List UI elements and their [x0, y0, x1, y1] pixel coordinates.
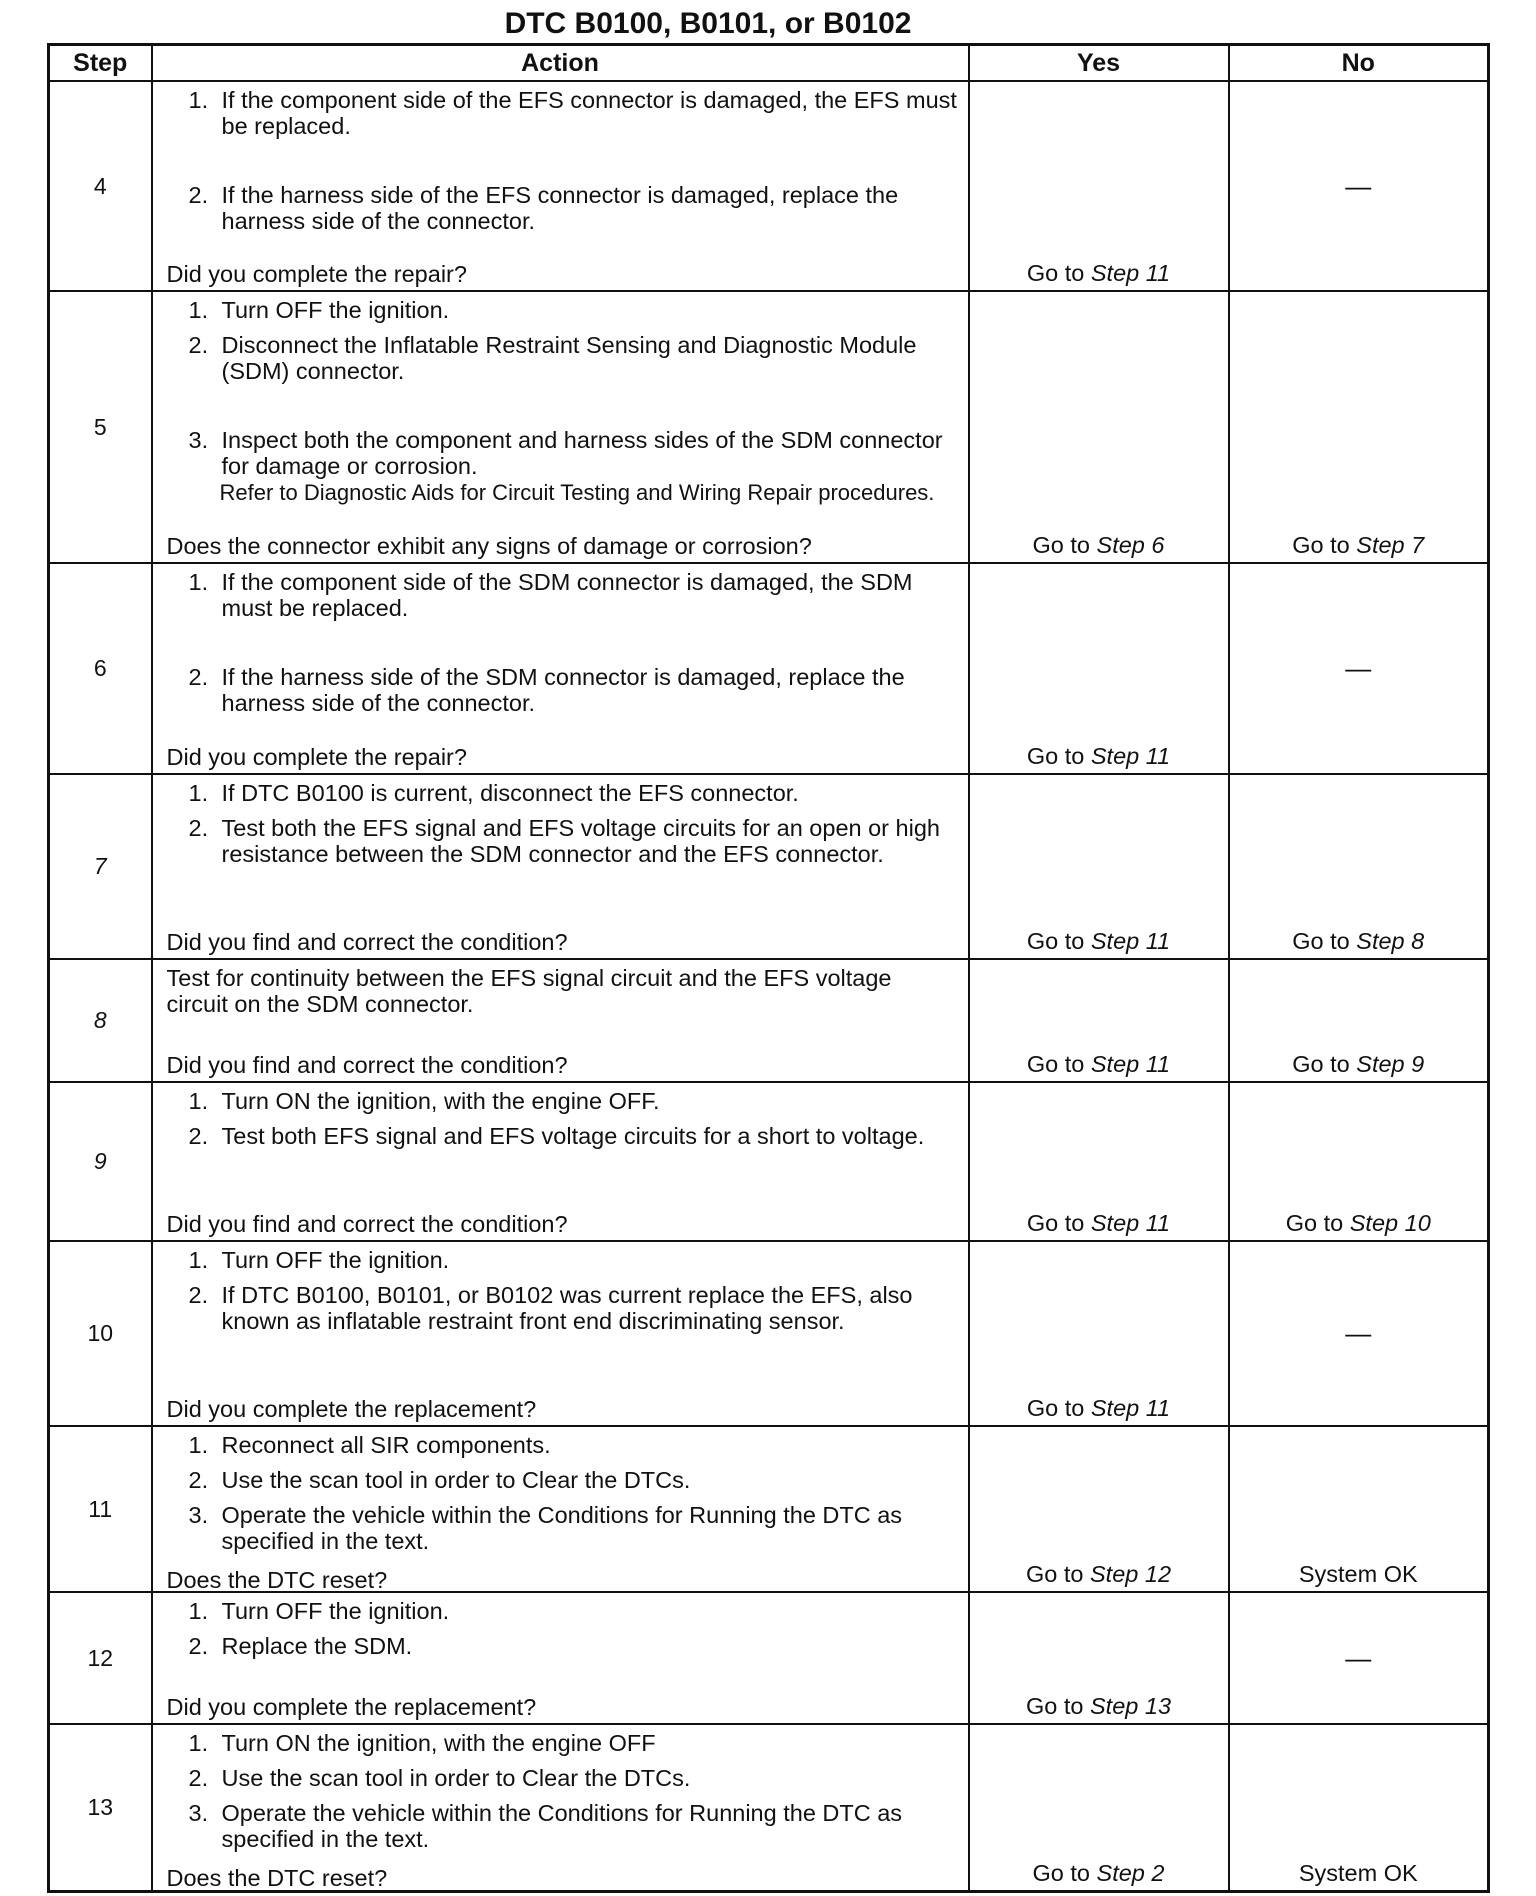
step-reference: Step 11 — [1090, 743, 1171, 769]
action-content — [153, 82, 968, 290]
action-content — [153, 292, 968, 562]
action-steps — [167, 569, 958, 725]
item-number: 1. — [188, 1598, 209, 1624]
step-number: 7 — [49, 774, 152, 959]
action-steps — [167, 1598, 958, 1668]
action-question: Did you complete the repair? — [166, 261, 467, 287]
table-row — [49, 291, 1489, 563]
step-reference: Step 6 — [1096, 532, 1165, 558]
action-item — [167, 1598, 958, 1624]
item-text: If the component side of the SDM connector is damaged, the SDM must be replaced. — [221, 569, 913, 621]
action-item — [167, 427, 958, 506]
action-content — [153, 775, 968, 958]
action-question: Did you find and correct the condition? — [166, 929, 568, 955]
action-item — [167, 1765, 958, 1791]
item-note: Refer to Diagnostic Aids for Circuit Testing and Wiring Repair procedures. — [219, 480, 935, 505]
yes-result — [969, 1724, 1229, 1892]
item-text: Turn OFF the ignition. — [221, 1247, 450, 1273]
item-number: 3. — [188, 427, 209, 453]
action-steps — [167, 87, 958, 243]
action-question: Did you complete the replacement? — [166, 1396, 537, 1422]
action-steps — [167, 780, 958, 876]
action-question: Did you find and correct the condition? — [166, 1211, 568, 1237]
action-item — [167, 297, 958, 323]
action-steps — [167, 297, 958, 515]
action-cell — [152, 774, 969, 959]
table-row — [49, 563, 1489, 774]
action-cell — [152, 1082, 969, 1241]
action-item — [167, 1502, 958, 1554]
action-cell — [152, 1241, 969, 1426]
action-text: Test for continuity between the EFS signal circuit and the EFS voltage circuit on the SDM connector. — [166, 965, 892, 1017]
table-row — [49, 1724, 1489, 1892]
item-text: Test both EFS signal and EFS voltage circuits for a short to voltage. — [221, 1123, 925, 1149]
step-reference: Step 12 — [1090, 1561, 1172, 1587]
item-text: If the harness side of the SDM connector is damaged, replace the harness side of the connector. — [221, 664, 905, 716]
step-number: 8 — [49, 959, 152, 1082]
step-reference: Step 11 — [1090, 1051, 1171, 1077]
action-steps — [167, 965, 958, 1017]
action-item — [167, 569, 958, 621]
step-reference: Step 8 — [1356, 928, 1425, 954]
step-reference: Step 11 — [1090, 928, 1171, 954]
item-number: 2. — [188, 664, 209, 690]
action-content — [153, 564, 968, 773]
no-result — [1229, 291, 1489, 563]
item-text: If DTC B0100 is current, disconnect the EFS connector. — [221, 780, 799, 806]
table-header-row — [49, 45, 1489, 82]
action-cell — [152, 959, 969, 1082]
step-reference: Step 10 — [1349, 1210, 1431, 1236]
step-reference: Step 9 — [1356, 1051, 1425, 1077]
goto-text: Go to — [1025, 1561, 1090, 1587]
table-row — [49, 1426, 1489, 1592]
column-header-yes: Yes — [969, 45, 1229, 82]
step-reference: Step 11 — [1090, 260, 1171, 286]
action-question: Did you complete the repair? — [166, 744, 467, 770]
action-item — [167, 1467, 958, 1493]
no-result — [1229, 774, 1489, 959]
item-number: 1. — [188, 87, 209, 113]
yes-result — [969, 1592, 1229, 1724]
item-number: 3. — [188, 1800, 209, 1826]
column-header-action: Action — [152, 45, 969, 82]
action-content — [153, 1593, 968, 1723]
item-number: 2. — [188, 332, 209, 358]
step-reference: Step 2 — [1096, 1860, 1165, 1886]
table-row — [49, 1241, 1489, 1426]
column-header-step: Step — [49, 45, 152, 82]
step-reference: Step 11 — [1090, 1395, 1171, 1421]
table-row — [49, 774, 1489, 959]
action-content — [153, 1427, 968, 1591]
step-reference: Step 13 — [1090, 1693, 1172, 1719]
table-row — [49, 1082, 1489, 1241]
action-item — [167, 1800, 958, 1852]
item-text: Operate the vehicle within the Conditions for Running the DTC as specified in the text. — [221, 1502, 903, 1554]
action-steps — [167, 1432, 958, 1563]
goto-text: Go to — [1026, 743, 1091, 769]
step-number: 9 — [49, 1082, 152, 1241]
action-item — [167, 1123, 958, 1149]
action-item — [167, 87, 958, 139]
page-title: DTC B0100, B0101, or B0102 — [504, 7, 912, 40]
action-item — [167, 815, 958, 867]
goto-text: Go to — [1026, 1395, 1091, 1421]
step-number: 4 — [49, 81, 152, 291]
item-text: Operate the vehicle within the Conditions for Running the DTC as specified in the text. — [221, 1800, 903, 1852]
no-result: — — [1229, 1241, 1489, 1426]
step-number: 5 — [49, 291, 152, 563]
item-text: Turn ON the ignition, with the engine OFF — [221, 1730, 656, 1756]
table-row — [49, 81, 1489, 291]
no-result: System OK — [1229, 1426, 1489, 1592]
no-result: System OK — [1229, 1724, 1489, 1892]
goto-text: Go to — [1032, 1860, 1097, 1886]
item-text: Test both the EFS signal and EFS voltage circuits for an open or high resistance between the SDM connector and the EFS connector. — [221, 815, 940, 867]
goto-text: Go to — [1032, 532, 1097, 558]
action-steps — [167, 1730, 958, 1861]
action-steps — [167, 1247, 958, 1343]
action-content — [153, 1242, 968, 1425]
item-text: Turn ON the ignition, with the engine OFF. — [221, 1088, 660, 1114]
action-cell — [152, 81, 969, 291]
item-number: 1. — [188, 297, 209, 323]
step-reference: Step 11 — [1090, 1210, 1171, 1236]
goto-text: Go to — [1285, 1210, 1350, 1236]
item-text: If DTC B0100, B0101, or B0102 was current replace the EFS, also known as inflatable restraint front end discriminating sensor. — [221, 1282, 913, 1334]
action-item — [167, 1088, 958, 1114]
spacer — [167, 630, 958, 664]
action-question: Did you find and correct the condition? — [166, 1052, 568, 1078]
item-number: 1. — [188, 1247, 209, 1273]
no-result — [1229, 1082, 1489, 1241]
item-number: 1. — [188, 1432, 209, 1458]
action-content — [153, 1725, 968, 1890]
item-number: 1. — [188, 780, 209, 806]
action-question: Does the DTC reset? — [166, 1865, 388, 1891]
action-item — [167, 1633, 958, 1659]
item-text: Replace the SDM. — [221, 1633, 413, 1659]
item-text: If the harness side of the EFS connector is damaged, replace the harness side of the connector. — [221, 182, 899, 234]
column-header-no: No — [1229, 45, 1489, 82]
item-number: 2. — [188, 815, 209, 841]
no-result: — — [1229, 563, 1489, 774]
step-number: 12 — [49, 1592, 152, 1724]
yes-result — [969, 1082, 1229, 1241]
no-result — [1229, 959, 1489, 1082]
action-item — [167, 332, 958, 384]
action-cell — [152, 1724, 969, 1892]
table-row — [49, 1592, 1489, 1724]
goto-text: Go to — [1292, 928, 1357, 954]
item-text: Turn OFF the ignition. — [221, 297, 450, 323]
item-number: 3. — [188, 1502, 209, 1528]
yes-result — [969, 291, 1229, 563]
action-item — [167, 1432, 958, 1458]
table-row — [49, 959, 1489, 1082]
item-number: 2. — [188, 1765, 209, 1791]
item-text: If the component side of the EFS connector is damaged, the EFS must be replaced. — [221, 87, 957, 139]
yes-result — [969, 81, 1229, 291]
yes-result — [969, 1426, 1229, 1592]
no-result: — — [1229, 1592, 1489, 1724]
action-question: Did you complete the replacement? — [166, 1694, 537, 1720]
goto-text: Go to — [1292, 532, 1357, 558]
action-content — [153, 960, 968, 1081]
action-question: Does the DTC reset? — [166, 1567, 388, 1593]
item-text: Turn OFF the ignition. — [221, 1598, 450, 1624]
yes-result — [969, 563, 1229, 774]
action-item — [167, 1730, 958, 1756]
action-content — [153, 1083, 968, 1240]
goto-text: Go to — [1026, 260, 1091, 286]
action-cell — [152, 291, 969, 563]
item-text: Use the scan tool in order to Clear the DTCs. — [221, 1765, 691, 1791]
step-reference: Step 7 — [1356, 532, 1425, 558]
action-item — [167, 1282, 958, 1334]
item-number: 2. — [188, 182, 209, 208]
action-item — [167, 664, 958, 716]
no-result: — — [1229, 81, 1489, 291]
item-number: 2. — [188, 1633, 209, 1659]
goto-text: Go to — [1026, 928, 1091, 954]
spacer — [167, 148, 958, 182]
goto-text: Go to — [1025, 1693, 1090, 1719]
action-cell — [152, 1426, 969, 1592]
spacer — [167, 393, 958, 427]
item-text: Inspect both the component and harness sides of the SDM connector for damage or corrosion. — [221, 427, 943, 479]
yes-result — [969, 1241, 1229, 1426]
step-number: 11 — [49, 1426, 152, 1592]
action-question: Does the connector exhibit any signs of damage or corrosion? — [166, 533, 812, 559]
step-number: 6 — [49, 563, 152, 774]
goto-text: Go to — [1026, 1210, 1091, 1236]
goto-text: Go to — [1026, 1051, 1091, 1077]
action-item — [167, 182, 958, 234]
step-number: 13 — [49, 1724, 152, 1892]
yes-result — [969, 774, 1229, 959]
action-cell — [152, 563, 969, 774]
item-text: Reconnect all SIR components. — [221, 1432, 551, 1458]
item-number: 2. — [188, 1282, 209, 1308]
action-item — [167, 1247, 958, 1273]
item-number: 1. — [188, 1088, 209, 1114]
action-item — [167, 780, 958, 806]
dtc-procedure-table — [47, 43, 1490, 1893]
goto-text: Go to — [1292, 1051, 1357, 1077]
action-cell — [152, 1592, 969, 1724]
yes-result — [969, 959, 1229, 1082]
item-number: 1. — [188, 1730, 209, 1756]
item-text: Disconnect the Inflatable Restraint Sensing and Diagnostic Module (SDM) connector. — [221, 332, 917, 384]
item-number: 2. — [188, 1467, 209, 1493]
action-steps — [167, 1088, 958, 1158]
item-text: Use the scan tool in order to Clear the DTCs. — [221, 1467, 691, 1493]
item-number: 1. — [188, 569, 209, 595]
step-number: 10 — [49, 1241, 152, 1426]
item-number: 2. — [188, 1123, 209, 1149]
